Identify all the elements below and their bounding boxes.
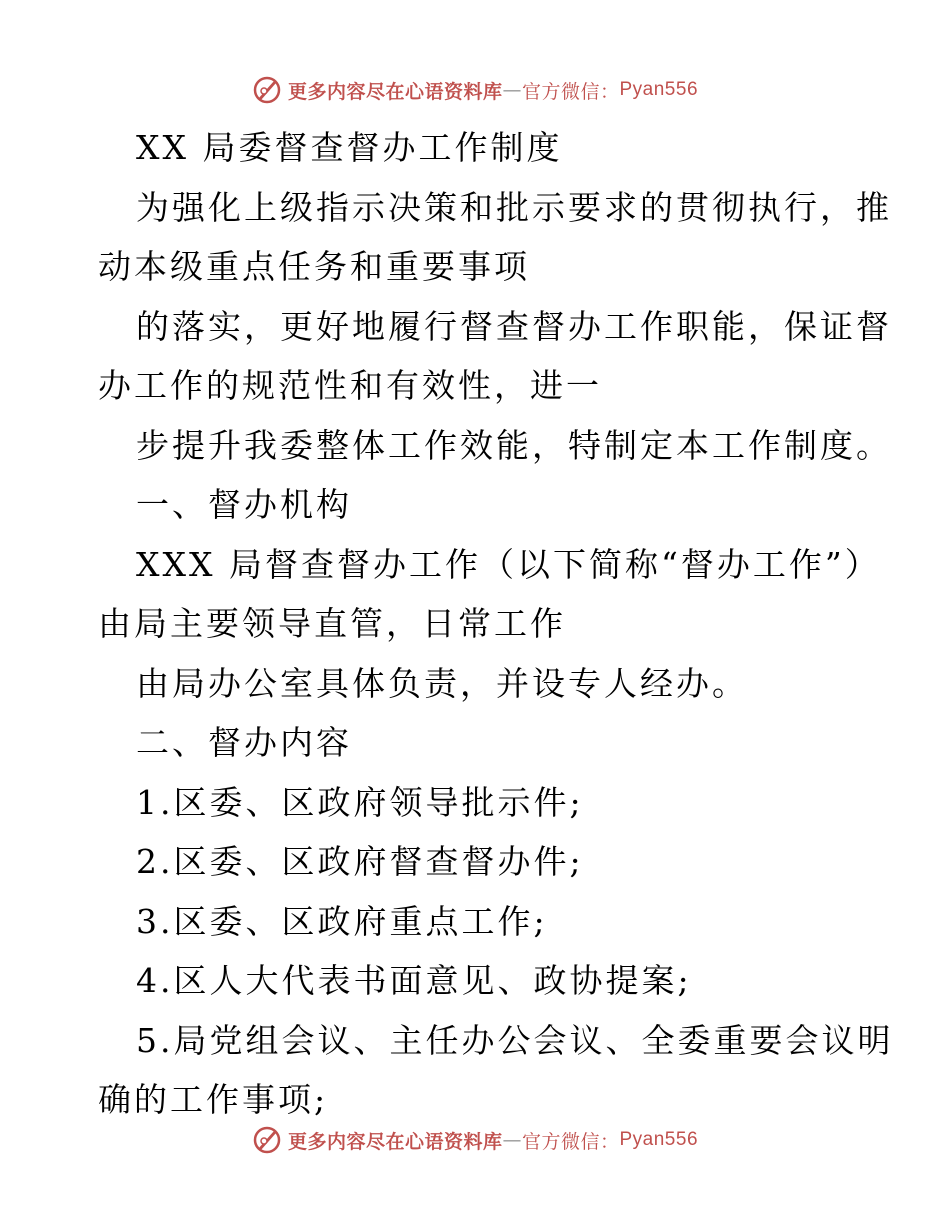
watermark-wechat-id: Pyan556 (619, 79, 699, 100)
doc-line: 为强化上级指示决策和批示要求的贯彻执行，推 (136, 187, 892, 227)
doc-line: 步提升我委整体工作效能，特制定本工作制度。 (136, 425, 892, 465)
list-item: 5.局党组会议、主任办公会议、全委重要会议明 (136, 1020, 894, 1060)
list-item: 2.区委、区政府督查督办件; (136, 842, 584, 881)
watermark-wechat-id: Pyan556 (619, 1129, 699, 1150)
watermark-banner-bottom (0, 1120, 950, 1160)
list-item-continuation: 确的工作事项; (98, 1080, 329, 1119)
quill-logo-icon (252, 75, 282, 105)
section-heading: 二、督办内容 (136, 723, 352, 762)
watermark-library-text: 更多内容尽在心语资料库 (287, 1130, 503, 1153)
watermark-separator: — (502, 1129, 522, 1151)
section-heading: 一、督办机构 (136, 485, 352, 524)
doc-title: XX 局委督查督办工作制度 (136, 128, 563, 167)
document-body (98, 118, 894, 1130)
doc-line: XXX 局督查督办工作（以下简称“督办工作”） (136, 544, 881, 584)
quill-logo-icon (252, 1125, 282, 1155)
watermark-separator: — (502, 79, 522, 101)
doc-line: 由局办公室具体负责，并设专人经办。 (136, 663, 748, 703)
doc-line: 的落实，更好地履行督查督办工作职能，保证督 (136, 306, 892, 346)
doc-line: 由局主要领导直管，日常工作 (98, 604, 566, 643)
doc-line: 动本级重点任务和重要事项 (98, 247, 530, 286)
watermark-banner-top (0, 70, 950, 110)
list-item: 4.区人大代表书面意见、政协提案; (136, 961, 692, 1000)
watermark-library-text: 更多内容尽在心语资料库 (287, 80, 503, 103)
doc-line: 办工作的规范性和有效性，进一 (98, 366, 602, 405)
watermark-official-text: 官方微信： (521, 1130, 620, 1153)
watermark-official-text: 官方微信： (521, 80, 620, 103)
list-item: 1.区委、区政府领导批示件; (136, 782, 584, 822)
list-item: 3.区委、区政府重点工作; (136, 901, 548, 941)
